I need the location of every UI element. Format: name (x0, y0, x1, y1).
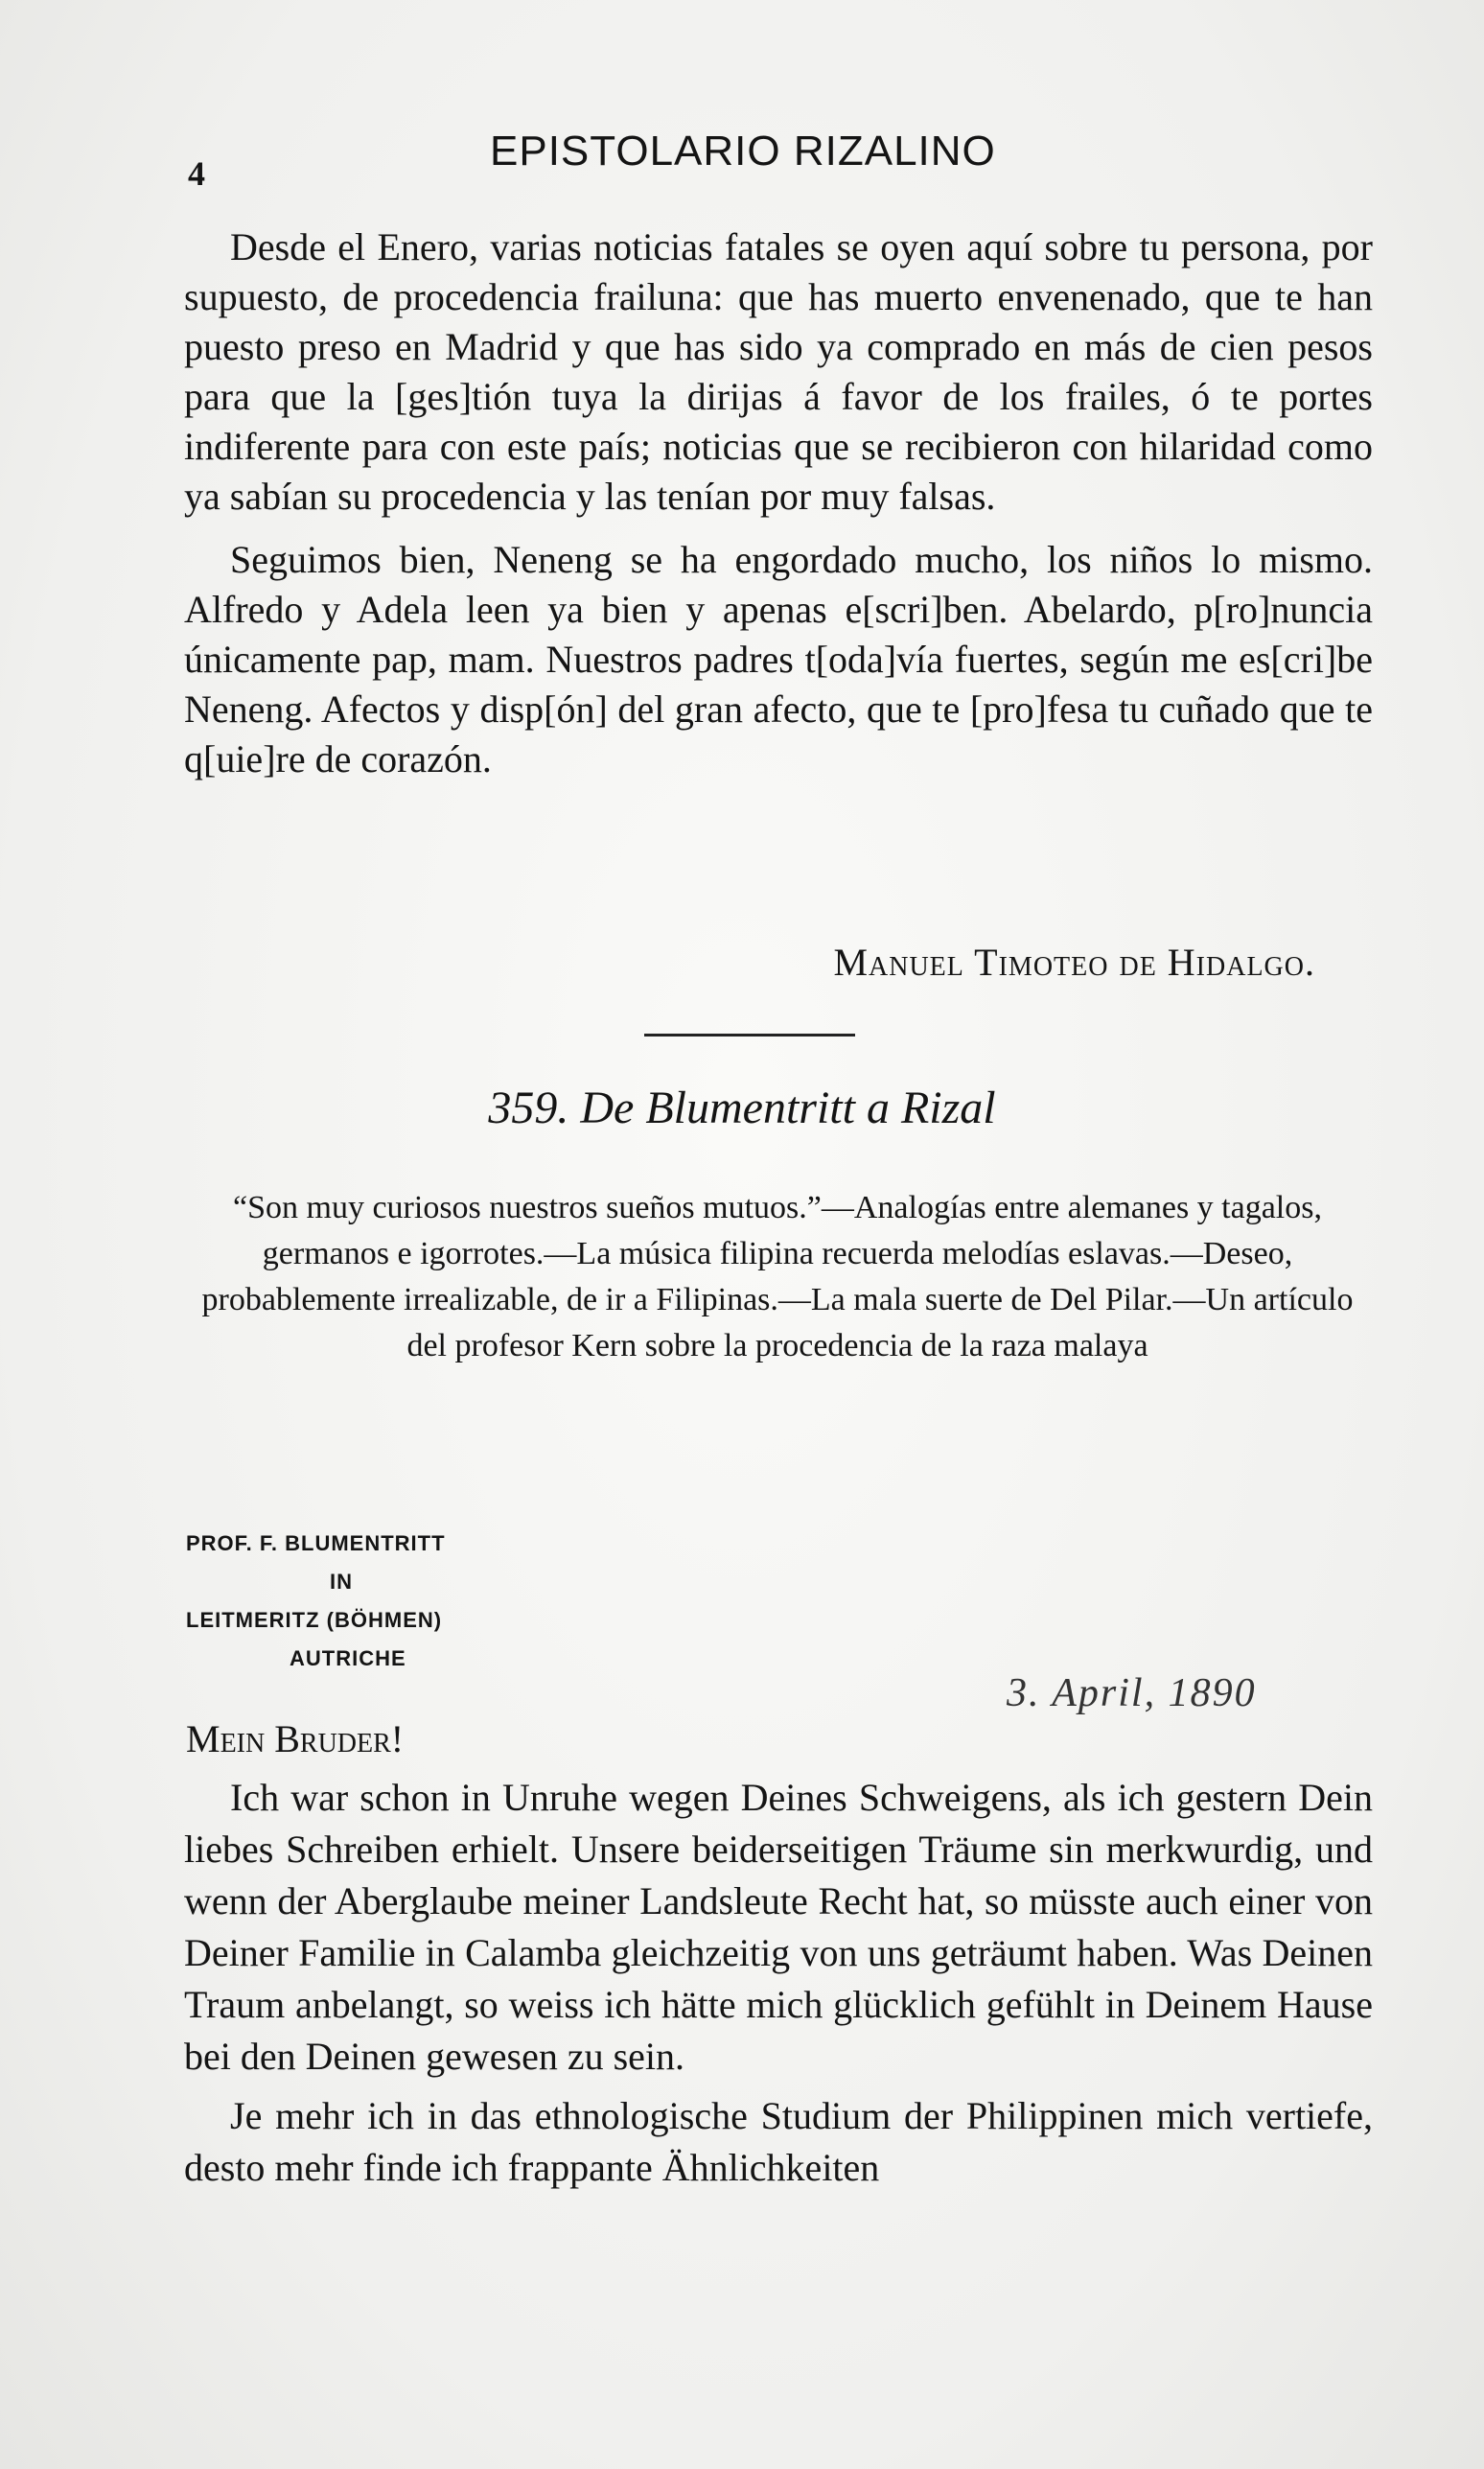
letter2-date: 3. April, 1890 (1007, 1671, 1257, 1715)
letter1-body (184, 222, 1373, 784)
address-line: LEITMERITZ (BÖHMEN) (186, 1608, 443, 1632)
letter1-paragraph-1: Desde el Enero, varias noticias fatales se oyen aquí sobre tu persona, por supuesto, de procedencia frailuna: que has muerto envenenado, que te han puesto preso en Madrid y que has sido ya comprado en más de cien pesos para que la [ges]tión tuya la dirijas á favor de los frailes, ó te portes indiferente para con este país; noticias que se recibieron con hilaridad como ya sabían su procedencia y las tenían por muy falsas. (184, 225, 1373, 518)
section-divider (644, 1034, 855, 1037)
letter2-paragraph-1: Ich war schon in Unruhe wegen Deines Schweigens, als ich gestern Dein liebes Schreiben erhielt. Unsere beiderseitigen Träume sin merkwurdig, und wenn der Aberglaube meiner Landsleute Recht hat, so müsste auch einer von Deiner Familie in Calamba gleichzeitig von uns geträumt haben. Was Deinen Traum anbelangt, so weiss ich hätte mich glücklich gefühlt in Deinem Hause bei den Deinen gewesen zu sein. (184, 1776, 1373, 2078)
letter1-paragraph-2: Seguimos bien, Neneng se ha engordado mucho, los niños lo mismo. Alfredo y Adela leen ya bien y apenas e[scri]ben. Abelardo, p[ro]nuncia únicamente pap, mam. Nuestros padres t[oda]vía fuertes, según me es[cri]be Neneng. Afectos y disp[ón] del gran afecto, que te [pro]fesa tu cuñado que te q[uie]re de corazón. (184, 538, 1373, 780)
letter2-salutation: Mein Bruder! (186, 1717, 405, 1760)
address-line: IN (330, 1570, 353, 1594)
letter1-signature: Manuel Timoteo de Hidalgo. (833, 941, 1315, 984)
address-line: AUTRICHE (290, 1646, 406, 1670)
letter2-body (184, 1772, 1373, 2194)
running-title: EPISTOLARIO RIZALINO (490, 128, 996, 175)
page-header (188, 123, 1338, 193)
letter2-heading: 359. De Blumentritt a Rizal (488, 1083, 996, 1133)
address-line: PROF. F. BLUMENTRITT (186, 1531, 446, 1555)
letter2-address (186, 1525, 550, 1678)
letter2-summary: “Son muy curiosos nuestros sueños mutuos.”—Analogías entre alemanes y tagalos, germanos e igorrotes.—La música filipina recuerda melodías eslavas.—Deseo, probablemente irrealizable, de ir a Filipinas.—La mala suerte de Del Pilar.—Un artículo del profesor Kern sobre la procedencia de la raza malaya (201, 1190, 1354, 1363)
page-number: 4 (188, 154, 205, 193)
letter2-paragraph-2: Je mehr ich in das ethnologische Studium der Philippinen mich vertiefe, desto mehr finde ich frappante Ähnlichkeiten (184, 2094, 1373, 2189)
